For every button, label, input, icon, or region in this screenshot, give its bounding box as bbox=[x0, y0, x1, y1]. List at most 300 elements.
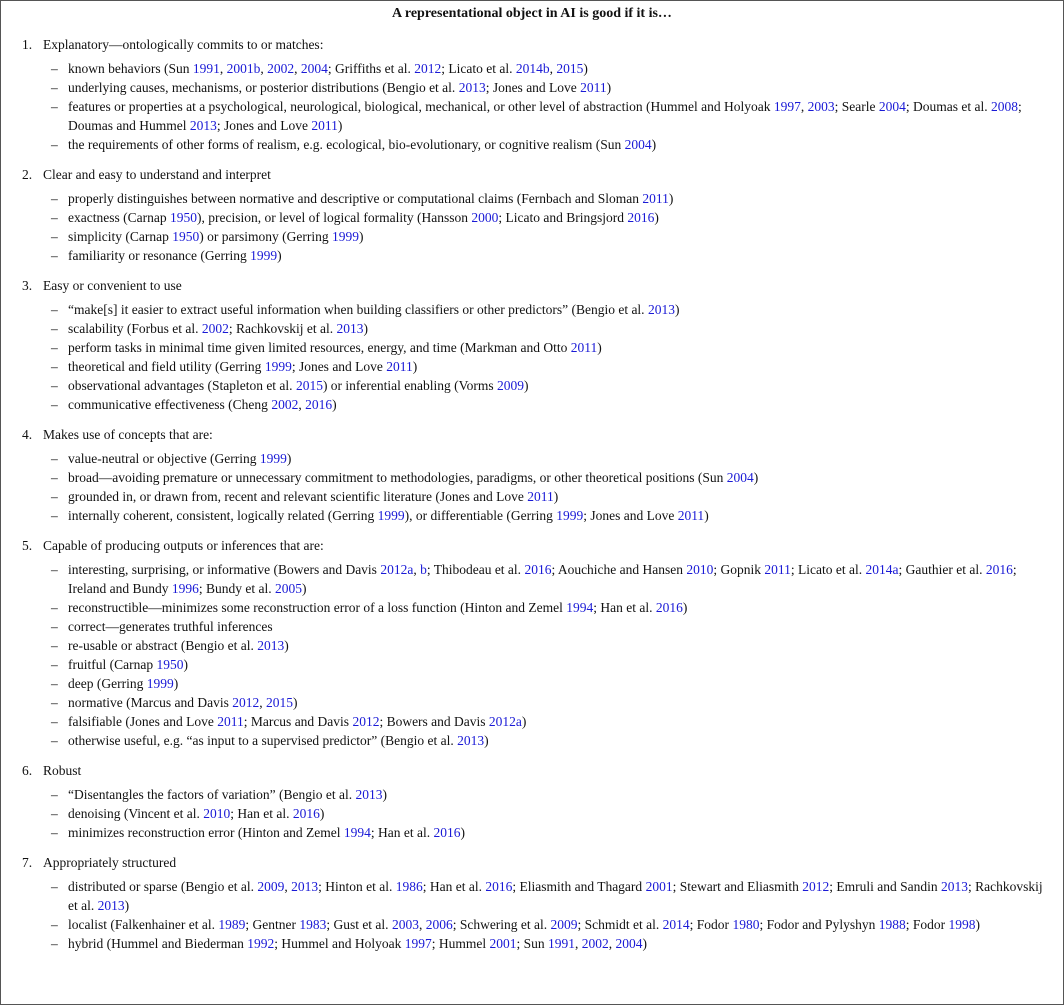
item-text: features or properties at a psychological, neurological, biological, mechanical, or other level of abstraction (Hummel and Holyoak bbox=[68, 99, 774, 114]
citation-link[interactable]: 2002 bbox=[271, 397, 299, 412]
item-text: perform tasks in minimal time given limited resources, energy, and time (Markman and Otto bbox=[68, 340, 571, 355]
item-text: ; Jones and Love bbox=[583, 508, 678, 523]
item-text: otherwise useful, e.g. “as input to a supervised predictor” (Bengio et al. bbox=[68, 733, 458, 748]
citation-link[interactable]: 2012 bbox=[232, 695, 260, 710]
dash-bullet: – bbox=[51, 562, 58, 577]
citation-link[interactable]: 1997 bbox=[404, 936, 432, 951]
criterion-section bbox=[0, 853, 1064, 953]
list-item bbox=[0, 59, 1064, 78]
item-text: broad—avoiding premature or unnecessary commitment to methodologies, paradigms, or other theoretical positions (Sun bbox=[68, 470, 727, 485]
citation-link[interactable]: 2013 bbox=[189, 118, 217, 133]
item-text: ; Gauthier et al. bbox=[898, 562, 986, 577]
criterion-label: Appropriately structured bbox=[43, 855, 177, 870]
list-item bbox=[0, 78, 1064, 97]
citation-link[interactable]: 2011 bbox=[386, 359, 413, 374]
citation-link[interactable]: 2004 bbox=[300, 61, 328, 76]
item-text: ) bbox=[286, 451, 292, 466]
citation-link[interactable]: 2015 bbox=[295, 378, 323, 393]
page-title: A representational object in AI is good if it is… bbox=[392, 6, 672, 21]
item-text: communicative effectiveness (Cheng bbox=[68, 397, 272, 412]
item-text: , bbox=[284, 879, 292, 894]
dash-bullet: – bbox=[51, 470, 58, 485]
item-text: ; Han et al. bbox=[593, 600, 656, 615]
item-text: underlying causes, mechanisms, or posterior distributions (Bengio et al. bbox=[68, 80, 459, 95]
citation-link[interactable]: 1997 bbox=[773, 99, 801, 114]
item-text: ) bbox=[183, 657, 188, 672]
item-text: ) bbox=[682, 600, 688, 615]
list-item bbox=[0, 300, 1064, 319]
citation-link[interactable]: 2011 bbox=[311, 118, 338, 133]
item-text: ; Hummel and Holyoak bbox=[274, 936, 405, 951]
item-text: , bbox=[608, 936, 616, 951]
list-item bbox=[0, 823, 1064, 842]
list-item bbox=[0, 227, 1064, 246]
dash-bullet: – bbox=[51, 321, 58, 336]
item-text: ) bbox=[674, 302, 680, 317]
dash-bullet: – bbox=[51, 489, 58, 504]
citation-link[interactable]: 2004 bbox=[726, 470, 754, 485]
item-text: ; Han et al. bbox=[370, 825, 434, 840]
citation-link[interactable]: 1991 bbox=[547, 936, 575, 951]
item-text: value-neutral or objective (Gerring bbox=[68, 451, 260, 466]
citation-link[interactable]: 2004 bbox=[878, 99, 906, 114]
item-text: ) bbox=[521, 714, 527, 729]
item-text: ) bbox=[332, 397, 337, 412]
criterion-section bbox=[0, 425, 1064, 525]
item-text: ; Sun bbox=[516, 936, 548, 951]
criterion-section bbox=[0, 276, 1064, 414]
item-text: ) bbox=[292, 695, 298, 710]
citation-link[interactable]: 2012a bbox=[488, 714, 522, 729]
citation-link[interactable]: 1999 bbox=[331, 229, 359, 244]
dash-bullet: – bbox=[51, 657, 58, 672]
citation-link[interactable]: 2015 bbox=[265, 695, 293, 710]
citation-link[interactable]: 1999 bbox=[259, 451, 287, 466]
item-text: ) bbox=[319, 806, 325, 821]
citation-link[interactable]: 2016 bbox=[985, 562, 1013, 577]
citation-link[interactable]: 2013 bbox=[647, 302, 675, 317]
list-item bbox=[0, 97, 1064, 135]
criterion-heading bbox=[0, 853, 1064, 872]
citation-link[interactable]: 2012a bbox=[380, 562, 414, 577]
dash-bullet: – bbox=[51, 825, 58, 840]
dash-bullet: – bbox=[51, 61, 58, 76]
list-item bbox=[0, 731, 1064, 750]
item-text: ) bbox=[753, 470, 759, 485]
citation-link[interactable]: 2009 bbox=[497, 378, 525, 393]
item-text: ) bbox=[597, 340, 602, 355]
citation-link[interactable]: 1992 bbox=[247, 936, 275, 951]
item-text: ; Searle bbox=[834, 99, 879, 114]
citation-link[interactable]: 2011 bbox=[580, 80, 607, 95]
item-text: , bbox=[549, 61, 557, 76]
citation-link[interactable]: 2009 bbox=[257, 879, 285, 894]
item-text: ) bbox=[173, 676, 179, 691]
item-text: ; Marcus and Davis bbox=[243, 714, 353, 729]
criterion-label: Makes use of concepts that are: bbox=[43, 427, 213, 442]
citation-link[interactable]: 2016 bbox=[433, 825, 461, 840]
citation-link[interactable]: 1991 bbox=[192, 61, 220, 76]
item-text: ), precision, or level of logical formality (Hansson bbox=[196, 210, 472, 225]
citation-link[interactable]: 2001 bbox=[645, 879, 673, 894]
list-item bbox=[0, 934, 1064, 953]
item-text: normative (Marcus and Davis bbox=[68, 695, 233, 710]
item-text: ; Gust et al. bbox=[326, 917, 392, 932]
citation-link[interactable]: 2002 bbox=[267, 61, 295, 76]
list-item bbox=[0, 319, 1064, 338]
citation-link[interactable]: 1983 bbox=[299, 917, 327, 932]
dash-bullet: – bbox=[51, 936, 58, 951]
citation-link[interactable]: 2013 bbox=[291, 879, 319, 894]
dash-bullet: – bbox=[51, 248, 58, 263]
item-text: ) bbox=[363, 321, 368, 336]
item-text: , bbox=[294, 61, 301, 76]
dash-bullet: – bbox=[51, 787, 58, 802]
citation-link[interactable]: 1989 bbox=[218, 917, 246, 932]
item-text: ) bbox=[412, 359, 418, 374]
dash-bullet: – bbox=[51, 99, 58, 114]
item-text: known behaviors (Sun bbox=[68, 61, 193, 76]
criterion-section bbox=[0, 165, 1064, 265]
criterion-number: 3. bbox=[22, 278, 33, 293]
citation-link[interactable]: 2014b bbox=[515, 61, 550, 76]
item-text: ) bbox=[642, 936, 647, 951]
list-item bbox=[0, 693, 1064, 712]
criterion-heading bbox=[0, 35, 1064, 54]
criterion-section bbox=[0, 35, 1064, 154]
citation-link[interactable]: 2014 bbox=[662, 917, 690, 932]
list-item bbox=[0, 449, 1064, 468]
item-text: , bbox=[418, 917, 426, 932]
list-item bbox=[0, 598, 1064, 617]
item-text: , bbox=[260, 61, 268, 76]
citation-link[interactable]: 2002 bbox=[201, 321, 229, 336]
item-text: distributed or sparse (Bengio et al. bbox=[68, 879, 258, 894]
citation-link[interactable]: 1999 bbox=[250, 248, 278, 263]
criterion-heading bbox=[0, 536, 1064, 555]
item-text: ; Gopnik bbox=[713, 562, 765, 577]
dash-bullet: – bbox=[51, 676, 58, 691]
citation-link[interactable]: 2004 bbox=[615, 936, 643, 951]
criterion-heading bbox=[0, 165, 1064, 184]
list-item bbox=[0, 617, 1064, 636]
item-text: , bbox=[413, 562, 421, 577]
criteria-list bbox=[0, 35, 1064, 964]
item-text: denoising (Vincent et al. bbox=[68, 806, 204, 821]
citation-link[interactable]: 1994 bbox=[566, 600, 594, 615]
item-text: minimizes reconstruction error (Hinton and Zemel bbox=[68, 825, 344, 840]
dash-bullet: – bbox=[51, 714, 58, 729]
citation-link[interactable]: 2013 bbox=[457, 733, 485, 748]
dash-bullet: – bbox=[51, 229, 58, 244]
item-text: ; Eliasmith and Thagard bbox=[512, 879, 646, 894]
citation-link[interactable]: 2013 bbox=[355, 787, 383, 802]
item-text: ; Licato et al. bbox=[441, 61, 516, 76]
list-item bbox=[0, 804, 1064, 823]
item-text: ; Jones and Love bbox=[291, 359, 387, 374]
citation-link[interactable]: 2011 bbox=[677, 508, 705, 523]
criterion-number: 7. bbox=[22, 855, 33, 870]
list-item bbox=[0, 877, 1064, 915]
citation-link[interactable]: 2009 bbox=[550, 917, 578, 932]
citation-link[interactable]: 2003 bbox=[807, 99, 835, 114]
criterion-label: Clear and easy to understand and interpret bbox=[43, 167, 271, 182]
item-text: ) bbox=[301, 581, 307, 596]
item-text: ) or parsimony (Gerring bbox=[199, 229, 332, 244]
list-item bbox=[0, 135, 1064, 154]
item-text: ) bbox=[524, 378, 529, 393]
citation-link[interactable]: 1996 bbox=[171, 581, 199, 596]
item-text: properly distinguishes between normative and descriptive or computational claims (Fernbach and Sloman bbox=[68, 191, 643, 206]
item-text: ; Aouchiche and Hansen bbox=[551, 562, 687, 577]
citation-link[interactable]: 2008 bbox=[990, 99, 1018, 114]
item-text: ) bbox=[553, 489, 559, 504]
citation-link[interactable]: 2015 bbox=[556, 61, 584, 76]
list-item bbox=[0, 785, 1064, 804]
item-text: ; Gentner bbox=[245, 917, 300, 932]
citation-link[interactable]: 2010 bbox=[686, 562, 714, 577]
item-text: reconstructible—minimizes some reconstruction error of a loss function (Hinton and Zemel bbox=[68, 600, 567, 615]
criterion-label: Explanatory—ontologically commits to or matches: bbox=[43, 37, 324, 52]
item-text: ; Hummel bbox=[431, 936, 490, 951]
citation-link[interactable]: 1999 bbox=[264, 359, 292, 374]
citation-link[interactable]: 2001b bbox=[226, 61, 261, 76]
item-text: , bbox=[219, 61, 227, 76]
citation-link[interactable]: 2005 bbox=[274, 581, 302, 596]
item-text: exactness (Carnap bbox=[68, 210, 170, 225]
dash-bullet: – bbox=[51, 733, 58, 748]
citation-link[interactable]: 1980 bbox=[732, 917, 760, 932]
citation-link[interactable]: 2016 bbox=[655, 600, 683, 615]
item-text: “Disentangles the factors of variation” (Bengio et al. bbox=[68, 787, 356, 802]
item-text: “make[s] it easier to extract useful information when building classifiers or other predictors” (Bengio et al. bbox=[68, 302, 648, 317]
citation-link[interactable]: 2016 bbox=[292, 806, 320, 821]
citation-link[interactable]: 2013 bbox=[257, 638, 285, 653]
item-text: internally coherent, consistent, logically related (Gerring bbox=[68, 508, 378, 523]
item-text: correct—generates truthful inferences bbox=[68, 619, 273, 634]
criterion-section bbox=[0, 761, 1064, 842]
item-text: ) bbox=[484, 733, 489, 748]
item-text: ) bbox=[382, 787, 388, 802]
item-text: ) bbox=[277, 248, 282, 263]
citation-link[interactable]: 1999 bbox=[146, 676, 174, 691]
item-text: , bbox=[259, 695, 266, 710]
criterion-label: Easy or convenient to use bbox=[43, 278, 182, 293]
item-text: ; Emruli and Sandin bbox=[829, 879, 942, 894]
item-text: ; Han et al. bbox=[230, 806, 293, 821]
criterion-label: Robust bbox=[43, 763, 82, 778]
citation-link[interactable]: 2013 bbox=[458, 80, 486, 95]
citation-link[interactable]: 2016 bbox=[305, 397, 333, 412]
list-item bbox=[0, 357, 1064, 376]
citation-link[interactable]: 2002 bbox=[581, 936, 609, 951]
item-text: fruitful (Carnap bbox=[68, 657, 157, 672]
item-text: ; Rachkovskij et al. bbox=[68, 879, 1043, 913]
dash-bullet: – bbox=[51, 340, 58, 355]
criterion-number: 6. bbox=[22, 763, 33, 778]
citation-link[interactable]: 1999 bbox=[556, 508, 584, 523]
item-text: ; Fodor bbox=[905, 917, 949, 932]
dash-bullet: – bbox=[51, 397, 58, 412]
item-text: localist (Falkenhainer et al. bbox=[68, 917, 219, 932]
item-text: ; Ireland and Bundy bbox=[68, 562, 1017, 596]
item-text: the requirements of other forms of realism, e.g. ecological, bio-evolutionary, or cognitive realism (Sun bbox=[68, 137, 625, 152]
item-text: ; Fodor bbox=[689, 917, 733, 932]
citation-link[interactable]: 2016 bbox=[485, 879, 513, 894]
item-text: ; Doumas et al. bbox=[905, 99, 991, 114]
list-item bbox=[0, 246, 1064, 265]
item-text: ; Doumas and Hummel bbox=[68, 99, 1022, 133]
criterion-number: 2. bbox=[22, 167, 33, 182]
citation-link[interactable]: 1986 bbox=[395, 879, 423, 894]
dash-bullet: – bbox=[51, 378, 58, 393]
citation-link[interactable]: 1950 bbox=[156, 657, 184, 672]
item-text: theoretical and field utility (Gerring bbox=[68, 359, 265, 374]
citation-link[interactable]: 1950 bbox=[169, 210, 197, 225]
citation-link[interactable]: 2011 bbox=[527, 489, 554, 504]
item-text: ; Jones and Love bbox=[485, 80, 581, 95]
citation-link[interactable]: 2011 bbox=[764, 562, 791, 577]
item-text: ; Jones and Love bbox=[216, 118, 312, 133]
item-text: familiarity or resonance (Gerring bbox=[68, 248, 251, 263]
citation-link[interactable]: 2004 bbox=[624, 137, 652, 152]
item-text: ) bbox=[358, 229, 364, 244]
item-text: ; Bowers and Davis bbox=[379, 714, 489, 729]
list-item bbox=[0, 376, 1064, 395]
dash-bullet: – bbox=[51, 879, 58, 894]
item-text: ; Han et al. bbox=[422, 879, 486, 894]
item-text: scalability (Forbus et al. bbox=[68, 321, 202, 336]
item-text: ), or differentiable (Gerring bbox=[404, 508, 557, 523]
dash-bullet: – bbox=[51, 619, 58, 634]
item-text: ; Thibodeau et al. bbox=[426, 562, 525, 577]
citation-link[interactable]: 2014a bbox=[865, 562, 899, 577]
list-item bbox=[0, 560, 1064, 598]
list-item bbox=[0, 674, 1064, 693]
item-text: simplicity (Carnap bbox=[68, 229, 173, 244]
dash-bullet: – bbox=[51, 638, 58, 653]
dash-bullet: – bbox=[51, 806, 58, 821]
criterion-heading bbox=[0, 761, 1064, 780]
item-text: falsifiable (Jones and Love bbox=[68, 714, 218, 729]
citation-link[interactable]: 2013 bbox=[941, 879, 969, 894]
citation-link[interactable]: 1998 bbox=[948, 917, 976, 932]
dash-bullet: – bbox=[51, 451, 58, 466]
citation-link[interactable]: 2000 bbox=[471, 210, 499, 225]
criterion-label: Capable of producing outputs or inferences that are: bbox=[43, 538, 324, 553]
list-item bbox=[0, 636, 1064, 655]
criterion-number: 5. bbox=[22, 538, 33, 553]
item-text: ; Fodor and Pylyshyn bbox=[759, 917, 879, 932]
citation-link[interactable]: 2016 bbox=[524, 562, 552, 577]
item-text: ; Licato et al. bbox=[790, 562, 866, 577]
list-item bbox=[0, 655, 1064, 674]
item-text: hybrid (Hummel and Biederman bbox=[68, 936, 248, 951]
list-item bbox=[0, 468, 1064, 487]
item-text: ; Schwering et al. bbox=[452, 917, 551, 932]
item-text: grounded in, or drawn from, recent and relevant scientific literature (Jones and Love bbox=[68, 489, 528, 504]
item-text: ) bbox=[124, 898, 130, 913]
item-text: re-usable or abstract (Bengio et al. bbox=[68, 638, 258, 653]
item-text: ; Schmidt et al. bbox=[577, 917, 663, 932]
list-item bbox=[0, 506, 1064, 525]
list-item bbox=[0, 395, 1064, 414]
dash-bullet: – bbox=[51, 359, 58, 374]
list-item bbox=[0, 338, 1064, 357]
dash-bullet: – bbox=[51, 508, 58, 523]
item-text: ; Licato and Bringsjord bbox=[498, 210, 628, 225]
item-text: observational advantages (Stapleton et al. bbox=[68, 378, 296, 393]
criterion-heading bbox=[0, 276, 1064, 295]
list-item bbox=[0, 712, 1064, 731]
citation-link[interactable]: 2013 bbox=[97, 898, 125, 913]
citation-link[interactable]: 2011 bbox=[217, 714, 244, 729]
item-text: ) bbox=[337, 118, 343, 133]
item-text: ) bbox=[606, 80, 612, 95]
citation-link[interactable]: 2011 bbox=[570, 340, 598, 355]
item-text: ) bbox=[284, 638, 289, 653]
item-text: ; Rachkovskij et al. bbox=[228, 321, 337, 336]
item-text: ) bbox=[704, 508, 709, 523]
citation-link[interactable]: 1988 bbox=[878, 917, 906, 932]
item-text: ; Bundy et al. bbox=[198, 581, 275, 596]
citation-link[interactable]: 2012 bbox=[352, 714, 380, 729]
citation-link[interactable]: 2011 bbox=[642, 191, 669, 206]
item-text: ) bbox=[460, 825, 466, 840]
citation-link[interactable]: 2006 bbox=[425, 917, 453, 932]
citation-link[interactable]: 2003 bbox=[391, 917, 419, 932]
criterion-heading bbox=[0, 425, 1064, 444]
item-text: , bbox=[800, 99, 808, 114]
list-item bbox=[0, 915, 1064, 934]
item-text: ; Griffiths et al. bbox=[327, 61, 415, 76]
list-item bbox=[0, 487, 1064, 506]
item-text: ) bbox=[583, 61, 588, 76]
item-text: interesting, surprising, or informative (Bowers and Davis bbox=[68, 562, 381, 577]
item-text: ) bbox=[975, 917, 980, 932]
item-text: ; Stewart and Eliasmith bbox=[672, 879, 803, 894]
item-text: , bbox=[298, 397, 306, 412]
criterion-section bbox=[0, 536, 1064, 750]
citation-link[interactable]: 2012 bbox=[802, 879, 830, 894]
item-text: deep (Gerring bbox=[68, 676, 147, 691]
item-text: ) or inferential enabling (Vorms bbox=[322, 378, 498, 393]
citation-link[interactable]: 1999 bbox=[377, 508, 405, 523]
citation-link[interactable]: 2012 bbox=[414, 61, 442, 76]
citation-link[interactable]: 1950 bbox=[172, 229, 200, 244]
citation-link[interactable]: 2016 bbox=[627, 210, 655, 225]
dash-bullet: – bbox=[51, 191, 58, 206]
item-text: ) bbox=[668, 191, 674, 206]
dash-bullet: – bbox=[51, 917, 58, 932]
item-text: ) bbox=[651, 137, 657, 152]
citation-link[interactable]: 2001 bbox=[489, 936, 517, 951]
citation-link[interactable]: 2010 bbox=[203, 806, 231, 821]
citation-link[interactable]: 2013 bbox=[336, 321, 364, 336]
dash-bullet: – bbox=[51, 210, 58, 225]
item-text: ; Hinton et al. bbox=[318, 879, 396, 894]
citation-link[interactable]: b bbox=[420, 562, 427, 577]
list-item bbox=[0, 208, 1064, 227]
dash-bullet: – bbox=[51, 80, 58, 95]
item-text: ) bbox=[654, 210, 659, 225]
dash-bullet: – bbox=[51, 137, 58, 152]
dash-bullet: – bbox=[51, 302, 58, 317]
item-text: , bbox=[574, 936, 582, 951]
criterion-number: 1. bbox=[22, 37, 33, 52]
citation-link[interactable]: 1994 bbox=[343, 825, 371, 840]
dash-bullet: – bbox=[51, 695, 58, 710]
